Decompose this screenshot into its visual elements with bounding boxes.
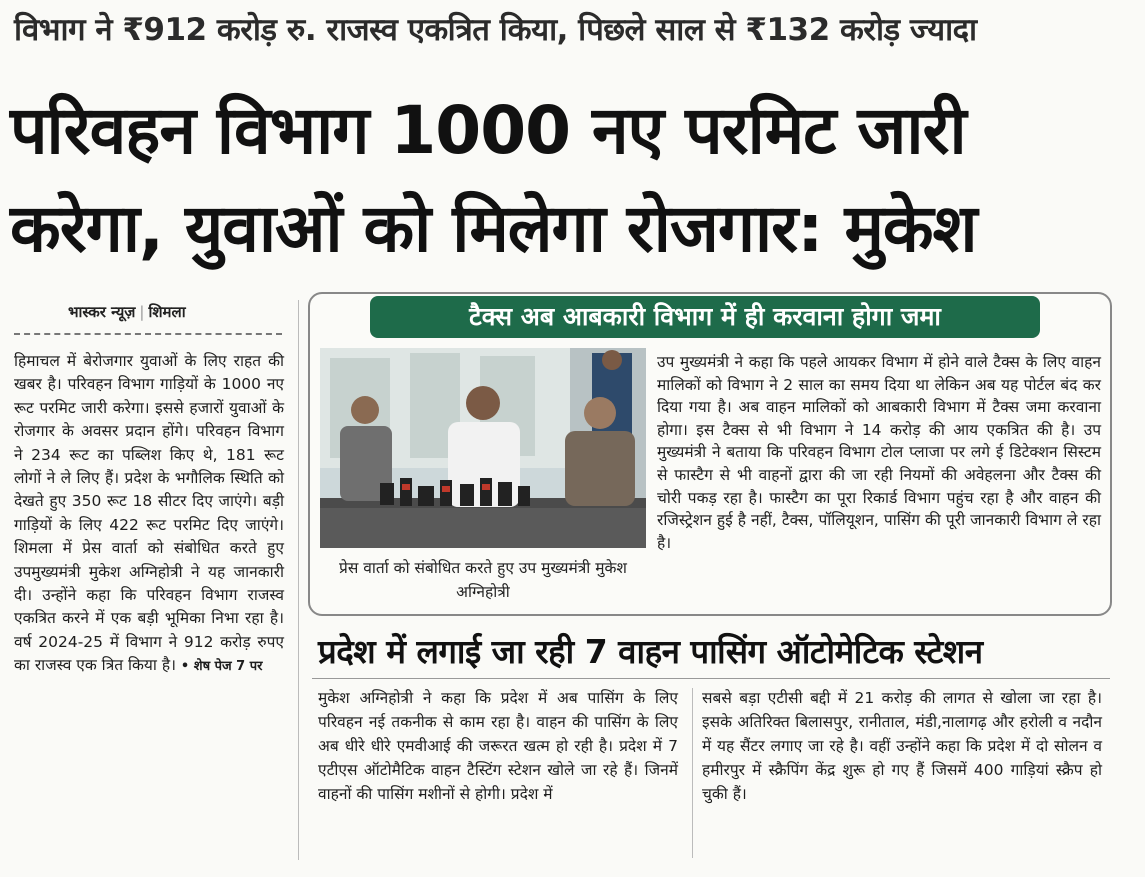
kicker-headline: विभाग ने ₹912 करोड़ रु. राजस्व एकत्रित किया, पिछले साल से ₹132 करोड़ ज्यादा [14, 12, 977, 48]
byline-place: शिमला [148, 303, 186, 321]
continued-marker: • शेष पेज 7 पर [180, 659, 263, 675]
press-conference-photo [320, 348, 646, 548]
byline-divider [14, 333, 282, 335]
byline: भास्कर न्यूज़ | शिमला [68, 303, 186, 321]
headline-line-2: करेगा, युवाओं को मिलेगा रोजगार: मुकेश [10, 190, 977, 267]
sidebar-body: उप मुख्यमंत्री ने कहा कि पहले आयकर विभाग में होने वाले टैक्स के लिए वाहन मालिकों को विभाग ने 2 साल का समय दिया था लेकिन अब यह पोर्टल बंद कर दिया गया है। अब वाहन मालिकों को आबकारी विभाग में टैक्स जमा करवाना होगा। इस टैक्स से भी विभाग ने 14 करोड़ की आय एकत्रित की है। उप मुख्यमंत्री ने बताया कि परिवहन विभाग टोल प्लाजा पर लगे ई डिटेक्शन सिस्टम से फास्टैग से भी वाहनों द्वारा की जा रही नियमों की अवेहलना और टैक्स की चोरी पकड़ रहा है। फास्टैग का पूरा रिकार्ड विभाग पहुंच रहा है और वाहन की रजिस्ट्रेशन हुई है नहीं, टैक्स, पॉलियूशन, पासिंग की पूरी जानकारी विभाग ले रहा है। [657, 353, 1101, 552]
bottom-column-2: सबसे बड़ा एटीसी बद्दी में 21 करोड़ की लागत से खोला जा रहा है। इसके अतिरिक्त बिलासपुर, रानीताल, मंडी,नालागढ़ और हरोली व नदौन में यह सैंटर लगाए जा रहे है। वहीं उन्होंने कहा कि प्रदेश में दो सोलन व हमीरपुर में स्क्रैपिंग केंद्र शुरू हो गए हैं जिसमें 400 गाड़ियां स्क्रैप हो चुकी हैं। [702, 689, 1102, 803]
byline-source: भास्कर न्यूज़ [68, 303, 136, 321]
headline-line-1: परिवहन विभाग 1000 नए परमिट जारी [10, 92, 966, 169]
left-column [14, 350, 284, 679]
subheadline-rule [312, 678, 1110, 679]
column-divider [298, 300, 299, 860]
subheadline: प्रदेश में लगाई जा रही 7 वाहन पासिंग ऑटोमेटिक स्टेशन [318, 632, 983, 671]
photo-caption: प्रेस वार्ता को संबोधित करते हुए उप मुख्यमंत्री मुकेश अग्निहोत्री [339, 559, 627, 601]
left-column-body: हिमाचल में बेरोजगार युवाओं के लिए राहत की खबर है। परिवहन विभाग गाड़ियों के 1000 नए रूट परमिट जारी करेगा। इससे हजारों युवाओं के रोजगार के अवसर प्रदान होंगे। परिवहन विभाग ने 234 रूट का पब्लिश किए थे, 181 रूट लोगों ने ले लिए हैं। प्रदेश के भगौलिक स्थिति को देखते हुए 350 रूट 18 सीटर दिए जाएंगे। बड़ी गाड़ियों के लिए 422 रूट परमिट दिए जाएंगे। शिमला में प्रेस वार्ता को संबोधित करते हुए उपमुख्यमंत्री मुकेश अग्निहोत्री ने यह जानकारी दी। उन्होंने कहा कि परिवहन विभाग राजस्व एकत्रित करने में एक बड़ी भूमिका निभा रहा है। वर्ष 2024-25 में विभाग ने 912 करोड़ रुपए का राजस्व एक त्रित किया है। [14, 352, 284, 675]
bottom-column-1: मुकेश अग्निहोत्री ने कहा कि प्रदेश में अब पासिंग के लिए परिवहन नई तकनीक से काम रहा है। वाहन की पासिंग के लिए अब धीरे धीरे एमवीआई की जरूरत खत्म हो रही है। प्रदेश में 7 एटीएस ऑटोमैटिक वाहन टैस्टिंग स्टेशन खोले जा रहे हैं। जिनमें वाहनों की पासिंग मशीनों से होगी। प्रदेश में [318, 689, 678, 803]
press-photo-illustration [320, 348, 646, 548]
sidebar-banner: टैक्स अब आबकारी विभाग में ही करवाना होगा जमा [370, 296, 1040, 338]
bottom-column-divider [692, 688, 693, 858]
